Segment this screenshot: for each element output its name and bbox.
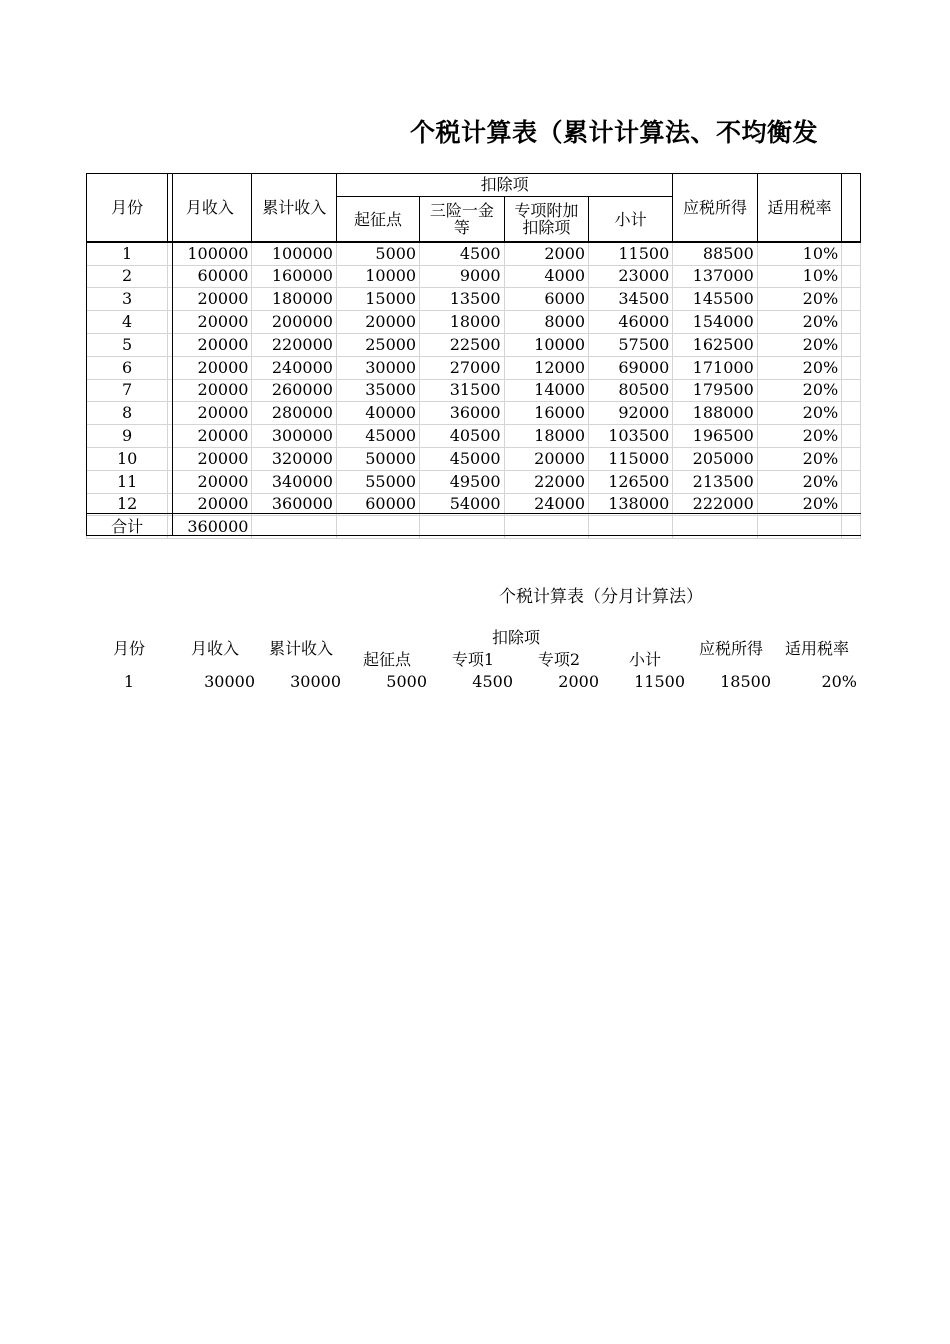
cell-subtotal: 115000 [589, 447, 673, 470]
table-row [87, 356, 861, 379]
cell-cumulative-income: 340000 [252, 470, 336, 493]
cell-threshold: 30000 [336, 356, 419, 379]
t2-cell-special1: 4500 [472, 672, 513, 691]
cell-monthly-income: 20000 [168, 333, 252, 356]
header-special-line2: 扣除项 [522, 218, 571, 238]
empty-cell [842, 379, 861, 402]
cell-taxable: 88500 [673, 242, 757, 265]
cell-subtotal: 34500 [589, 288, 673, 311]
empty-cell [757, 516, 841, 539]
cell-subtotal: 80500 [589, 379, 673, 402]
cell-special: 18000 [504, 425, 588, 448]
cell-threshold: 50000 [336, 447, 419, 470]
total-label: 合计 [87, 516, 168, 539]
cell-rate: 20% [757, 379, 841, 402]
header-insurance [420, 196, 504, 242]
monthly-tax-table [86, 627, 860, 693]
empty-cell [842, 402, 861, 425]
cell-special: 10000 [504, 333, 588, 356]
cell-special: 2000 [504, 242, 588, 265]
cell-rate: 20% [757, 470, 841, 493]
header-insurance-line1: 三险一金 [429, 201, 494, 221]
header-month: 月份 [87, 174, 168, 243]
cell-rate: 20% [757, 425, 841, 448]
empty-cell [842, 311, 861, 334]
t2-header-subtotal: 小计 [628, 650, 661, 669]
cell-taxable: 137000 [673, 265, 757, 288]
cell-insurance: 27000 [420, 356, 504, 379]
cell-cumulative-income: 280000 [252, 402, 336, 425]
cell-month: 12 [87, 493, 168, 516]
empty-cell [842, 242, 861, 265]
cell-special: 4000 [504, 265, 588, 288]
empty-cell [842, 447, 861, 470]
cell-cumulative-income: 360000 [252, 493, 336, 516]
cell-rate: 20% [757, 311, 841, 334]
cell-month: 2 [87, 265, 168, 288]
cell-month: 4 [87, 311, 168, 334]
cell-insurance: 13500 [420, 288, 504, 311]
header-subtotal: 小计 [589, 196, 673, 242]
t2-header-month: 月份 [112, 639, 145, 658]
empty-cell [842, 265, 861, 288]
cell-insurance: 9000 [420, 265, 504, 288]
cell-threshold: 55000 [336, 470, 419, 493]
cell-insurance: 18000 [420, 311, 504, 334]
cell-insurance: 54000 [420, 493, 504, 516]
cell-monthly-income: 20000 [168, 311, 252, 334]
cell-taxable: 205000 [673, 447, 757, 470]
cell-taxable: 213500 [673, 470, 757, 493]
cell-special: 14000 [504, 379, 588, 402]
table-row [87, 242, 861, 265]
cell-rate: 20% [757, 447, 841, 470]
cell-cumulative-income: 220000 [252, 333, 336, 356]
cell-threshold: 35000 [336, 379, 419, 402]
t2-cell-monthly-income: 30000 [204, 672, 255, 691]
empty-cell [842, 493, 861, 516]
cell-month: 8 [87, 402, 168, 425]
cell-rate: 10% [757, 242, 841, 265]
cell-threshold: 60000 [336, 493, 419, 516]
table-row [87, 265, 861, 288]
empty-cell [252, 516, 336, 539]
empty-cell [420, 516, 504, 539]
cell-monthly-income: 20000 [168, 447, 252, 470]
empty-cell [842, 333, 861, 356]
t2-cell-taxable: 18500 [720, 672, 771, 691]
t2-data-row [86, 671, 860, 693]
cell-cumulative-income: 240000 [252, 356, 336, 379]
cell-cumulative-income: 180000 [252, 288, 336, 311]
cell-subtotal: 92000 [589, 402, 673, 425]
empty-cell [504, 516, 588, 539]
cell-special: 8000 [504, 311, 588, 334]
empty-cell [336, 516, 419, 539]
table-row [87, 447, 861, 470]
header-monthly-income: 月收入 [168, 174, 252, 243]
cell-subtotal: 11500 [589, 242, 673, 265]
cell-special: 12000 [504, 356, 588, 379]
cell-monthly-income: 20000 [168, 288, 252, 311]
cell-subtotal: 126500 [589, 470, 673, 493]
cell-month: 11 [87, 470, 168, 493]
table-row [87, 493, 861, 516]
cell-rate: 10% [757, 265, 841, 288]
t2-cell-cumulative-income: 30000 [290, 672, 341, 691]
t2-header-taxable: 应税所得 [698, 639, 763, 658]
table2-title: 个税计算表（分月计算法） [499, 587, 703, 607]
t2-header-rate: 适用税率 [784, 639, 849, 658]
cell-cumulative-income: 260000 [252, 379, 336, 402]
t2-cell-month: 1 [123, 672, 135, 691]
cell-taxable: 179500 [673, 379, 757, 402]
cell-monthly-income: 20000 [168, 379, 252, 402]
cell-monthly-income: 100000 [168, 242, 252, 265]
cell-taxable: 154000 [673, 311, 757, 334]
t2-header-deductions: 扣除项 [491, 628, 540, 647]
empty-cell [589, 516, 673, 539]
cell-insurance: 36000 [420, 402, 504, 425]
cell-insurance: 45000 [420, 447, 504, 470]
t2-cell-subtotal: 11500 [634, 672, 685, 691]
cell-threshold: 25000 [336, 333, 419, 356]
t2-cell-rate: 20% [821, 672, 857, 691]
cell-taxable: 145500 [673, 288, 757, 311]
header-special [504, 196, 588, 242]
table1-title: 个税计算表（累计计算法、不均衡发 [410, 118, 819, 147]
t2-header-cumulative-income: 累计收入 [268, 639, 333, 658]
cell-subtotal: 23000 [589, 265, 673, 288]
cell-monthly-income: 20000 [168, 470, 252, 493]
cell-special: 24000 [504, 493, 588, 516]
table-row [87, 379, 861, 402]
t2-header-threshold: 起征点 [362, 650, 411, 669]
table-row [87, 333, 861, 356]
cell-threshold: 20000 [336, 311, 419, 334]
t2-header-special1: 专项1 [451, 650, 495, 669]
table-row [87, 425, 861, 448]
cell-subtotal: 138000 [589, 493, 673, 516]
header-deductions: 扣除项 [336, 174, 672, 197]
cell-month: 7 [87, 379, 168, 402]
table-row [87, 402, 861, 425]
cell-month: 10 [87, 447, 168, 470]
cell-cumulative-income: 320000 [252, 447, 336, 470]
cell-taxable: 196500 [673, 425, 757, 448]
cell-insurance: 4500 [420, 242, 504, 265]
empty-cell [842, 356, 861, 379]
header-clipped-cell [842, 174, 861, 243]
cell-rate: 20% [757, 402, 841, 425]
cell-insurance: 22500 [420, 333, 504, 356]
empty-cell [673, 516, 757, 539]
cell-taxable: 171000 [673, 356, 757, 379]
cell-subtotal: 69000 [589, 356, 673, 379]
cell-month: 5 [87, 333, 168, 356]
cell-taxable: 162500 [673, 333, 757, 356]
cell-month: 1 [87, 242, 168, 265]
empty-cell [842, 516, 861, 539]
cell-month: 3 [87, 288, 168, 311]
cell-cumulative-income: 160000 [252, 265, 336, 288]
cell-insurance: 40500 [420, 425, 504, 448]
empty-cell [842, 288, 861, 311]
cell-insurance: 31500 [420, 379, 504, 402]
table-row [87, 288, 861, 311]
cell-monthly-income: 20000 [168, 493, 252, 516]
cell-special: 20000 [504, 447, 588, 470]
t2-cell-threshold: 5000 [386, 672, 427, 691]
header-taxable: 应税所得 [673, 174, 757, 243]
empty-cell [842, 470, 861, 493]
t2-cell-special2: 2000 [558, 672, 599, 691]
cell-monthly-income: 60000 [168, 265, 252, 288]
table-row [87, 311, 861, 334]
cell-special: 16000 [504, 402, 588, 425]
cell-monthly-income: 20000 [168, 402, 252, 425]
cell-threshold: 40000 [336, 402, 419, 425]
header-insurance-line2: 等 [453, 218, 470, 238]
cell-month: 6 [87, 356, 168, 379]
header-rate: 适用税率 [757, 174, 841, 243]
t2-header-special2: 专项2 [537, 650, 581, 669]
cell-threshold: 5000 [336, 242, 419, 265]
cell-special: 6000 [504, 288, 588, 311]
cell-threshold: 10000 [336, 265, 419, 288]
cell-rate: 20% [757, 288, 841, 311]
cell-threshold: 15000 [336, 288, 419, 311]
header-cumulative-income: 累计收入 [252, 174, 336, 243]
cell-subtotal: 57500 [589, 333, 673, 356]
total-value: 360000 [168, 516, 252, 539]
cell-cumulative-income: 300000 [252, 425, 336, 448]
cell-insurance: 49500 [420, 470, 504, 493]
cell-cumulative-income: 100000 [252, 242, 336, 265]
header-special-line1: 专项附加 [514, 201, 579, 221]
header-threshold: 起征点 [336, 196, 419, 242]
empty-cell [842, 425, 861, 448]
cell-threshold: 45000 [336, 425, 419, 448]
cell-subtotal: 46000 [589, 311, 673, 334]
cell-monthly-income: 20000 [168, 356, 252, 379]
cell-taxable: 188000 [673, 402, 757, 425]
cell-rate: 20% [757, 356, 841, 379]
table-row [87, 470, 861, 493]
cell-special: 22000 [504, 470, 588, 493]
cell-rate: 20% [757, 333, 841, 356]
cumulative-tax-table [86, 173, 861, 539]
cell-rate: 20% [757, 493, 841, 516]
t2-header-monthly-income: 月收入 [190, 639, 239, 658]
cell-taxable: 222000 [673, 493, 757, 516]
cell-cumulative-income: 200000 [252, 311, 336, 334]
cell-subtotal: 103500 [589, 425, 673, 448]
cell-month: 9 [87, 425, 168, 448]
cell-monthly-income: 20000 [168, 425, 252, 448]
